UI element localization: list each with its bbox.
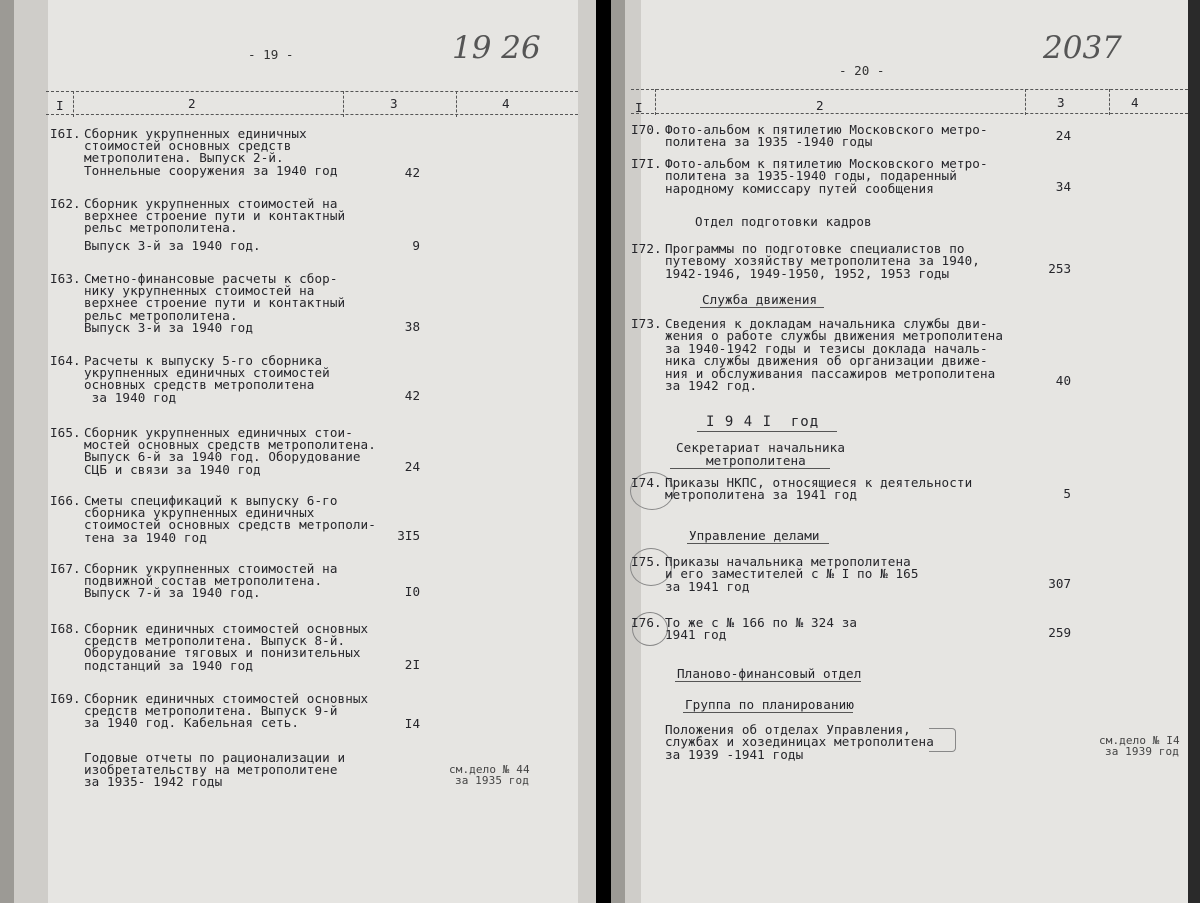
entry-description-line: Фото-альбом к пятилетию Московского метро- [665,122,988,137]
handwritten-sheet-number: 19 26 [452,30,541,66]
sheet-count: 5 [1063,486,1072,501]
entry-description-line: путевому хозяйству метрополитена за 1940, [665,253,980,269]
entry-description-line: Сметы спецификаций к выпуску 6-го [84,493,338,508]
entry-description-line: Сборник укрупненных стоимостей на [84,561,338,576]
cross-reference-note: за 1935 год [455,774,529,787]
entry-number: I65. [50,425,81,440]
page-edge [1188,0,1200,903]
entry-description-line: Сборник укрупненных единичных стои- [84,425,353,440]
page-edge [14,0,48,903]
entry-description-line: верхнее строение пути и контактный [84,208,346,224]
entry-description-line: 1941 год [665,627,727,643]
table-header-rule [631,89,1188,90]
section-heading: Планово-финансовый отдел [677,666,862,681]
entry-description-line: Сметно-финансовые расчеты к сбор- [84,271,338,286]
section-heading: Служба движения [702,292,818,307]
sheet-count: 2I [404,657,421,672]
entry-number: I6I. [50,126,81,141]
entry-description-line: за 1941 год [665,578,750,594]
entry-number: I63. [50,271,81,286]
column-header-2: 2 [816,98,824,113]
entry-description-line: службах и хозединицах метрополитена [665,734,934,750]
entry-description-line: подвижной состав метрополитена. [84,573,323,589]
column-header-4: 4 [1131,95,1139,110]
entry-description-line: нику укрупненных стоимостей на [84,283,315,299]
entry-description-line: мостей основных средств метрополитена. [84,437,376,453]
sheet-count: 42 [404,388,421,403]
entry-description-line: метрополитена за 1941 год [665,487,858,503]
cross-reference-note: см.дело № I4 [1099,734,1180,747]
entry-description-line: за 1940 год [84,389,177,405]
page-edge [611,0,625,903]
entry-description-line: рельс метрополитена. [84,307,238,323]
entry-description-line: Сборник укрупненных единичных [84,126,307,141]
entry-description-line: за 1942 год. [665,378,758,393]
entry-number: I69. [50,691,81,706]
entry-description-line: подстанций за 1940 год [84,657,254,673]
sheet-count: 42 [404,165,421,180]
sheet-count: 34 [1055,179,1072,194]
column-divider [456,91,457,117]
entry-number: I68. [50,621,81,636]
entry-number: I62. [50,196,81,211]
entry-description-line: стоимостей основных средств [84,138,292,154]
entry-description-line: политена за 1935-1940 годы, подаренный [665,168,957,184]
column-divider [73,91,74,117]
sheet-count: 3I5 [397,528,421,543]
entry-description-line: народному комиссару путей сообщения [665,180,934,196]
left-page [0,0,596,903]
entry-description-line: стоимостей основных средств метрополи- [84,517,376,533]
page-number: - 20 - [839,63,885,78]
page-edge [0,0,14,903]
heading-underline [675,681,861,682]
entry-description-line: 1942-1946, 1949-1950, 1952, 1953 годы [665,265,950,281]
sheet-count: 24 [404,459,421,474]
sheet-count: 259 [1048,625,1072,640]
year-heading: I 9 4 I год [706,414,820,430]
right-page [611,0,1200,903]
sheet-count: 253 [1048,261,1072,276]
heading-underline [697,431,837,432]
entry-number: I64. [50,353,81,368]
column-header-1: I [635,100,643,115]
heading-underline [687,543,829,544]
page-edge [578,0,596,903]
column-header-3: 3 [1057,95,1065,110]
entry-description-line: Оборудование тяговых и понизительных [84,645,361,661]
entry-number: I73. [631,316,662,331]
section-heading: Управление делами [689,528,820,543]
entry-number: I75. [631,554,662,569]
sheet-count: 40 [1055,373,1072,388]
entry-description-line: Выпуск 7-й за 1940 год. [84,585,261,601]
entry-description-line: СЦБ и связи за 1940 год [84,461,261,477]
entry-description-line: Сборник единичных стоимостей основных [84,621,369,636]
entry-description-line: тена за 1940 год [84,529,207,545]
entry-description-line: Сведения к докладам начальника службы дви- [665,316,988,331]
entry-description-line: Программы по подготовке специалистов по [665,241,965,256]
entry-description-line: ника службы движения об организации движе- [665,353,988,369]
entry-description-line: метрополитена. Выпуск 2-й. [84,150,284,166]
entry-description-line: сборника укрупненных единичных [84,505,315,521]
entry-description-line: изобретательству на метрополитене [84,762,338,778]
section-heading: метрополитена [706,453,806,468]
sheet-count: 9 [412,238,421,253]
entry-number: I74. [631,475,662,490]
entry-description-line: Расчеты к выпуску 5-го сборника [84,353,323,368]
sheet-count: 307 [1048,576,1072,591]
entry-description-line: Годовые отчеты по рационализации и [84,750,346,765]
cross-reference-note: за 1939 год [1105,745,1179,758]
entry-description-line: средств метрополитена. Выпуск 9-й [84,703,338,719]
section-heading: Отдел подготовки кадров [695,214,872,229]
entry-description-line: за 1935- 1942 годы [84,774,223,790]
entry-description-line: жения о работе службы движения метрополитена [665,328,1004,344]
entry-description-line: Сборник укрупненных стоимостей на [84,196,338,211]
column-divider [1109,89,1110,115]
column-header-2: 2 [188,96,196,111]
column-header-1: I [56,98,64,113]
entry-description-line: рельс метрополитена. [84,220,238,236]
sheet-count: 24 [1055,128,1072,143]
entry-description-line: Выпуск 3-й за 1940 год [84,319,254,335]
page-number: - 19 - [248,47,294,62]
entry-description-line: верхнее строение пути и контактный [84,295,346,311]
sheet-count: I0 [404,584,421,599]
column-header-4: 4 [502,96,510,111]
handwritten-sheet-number: 2037 [1043,30,1122,66]
entry-description-line: Положения об отделах Управления, [665,722,911,737]
heading-underline [683,712,853,713]
entry-number: I72. [631,241,662,256]
entry-description-line: Сборник единичных стоимостей основных [84,691,369,706]
entry-description-line: основных средств метрополитена [84,377,315,393]
entry-description-line: То же с № 166 по № 324 за [665,615,858,630]
entry-description-line: Фото-альбом к пятилетию Московского метро- [665,156,988,171]
entry-description-line: Тоннельные сооружения за 1940 год [84,162,338,178]
heading-underline [700,307,824,308]
cross-reference-note: см.дело № 44 [449,763,530,776]
column-divider [655,89,656,115]
entry-description-line: Приказы начальника метрополитена [665,554,911,569]
column-header-3: 3 [390,96,398,111]
entry-number: I76. [631,615,662,630]
entry-description-line: за 1940-1942 годы и тезисы доклада началь- [665,340,988,356]
table-header-rule [46,91,578,92]
entry-description-line: политена за 1935 -1940 годы [665,134,873,150]
entry-description-line: укрупненных единичных стоимостей [84,365,330,381]
table-header-rule [631,113,1188,114]
table-header-rule [46,114,578,115]
section-heading: Группа по планированию [685,697,855,712]
entry-description-line: за 1940 год. Кабельная сеть. [84,715,300,731]
sheet-count: 38 [404,319,421,334]
entry-number: I70. [631,122,662,137]
entry-description-line: за 1939 -1941 годы [665,746,804,762]
heading-underline [670,468,830,469]
entry-number: I66. [50,493,81,508]
entry-number: I67. [50,561,81,576]
entry-description-line: ния и обслуживания пассажиров метрополитена [665,365,996,381]
entry-description-line: и его заместителей с № I по № 165 [665,566,919,582]
entry-description-line: средств метрополитена. Выпуск 8-й. [84,633,346,649]
entry-description-line: Выпуск 6-й за 1940 год. Оборудование [84,449,361,465]
section-heading: Секретариат начальника [676,440,846,455]
column-divider [1025,89,1026,115]
entry-description-line: Приказы НКПС, относящиеся к деятельности [665,475,973,490]
entry-number: I7I. [631,156,662,171]
column-divider [343,91,344,117]
sheet-count: I4 [404,716,421,731]
entry-description-line: Выпуск 3-й за 1940 год. [84,238,261,253]
